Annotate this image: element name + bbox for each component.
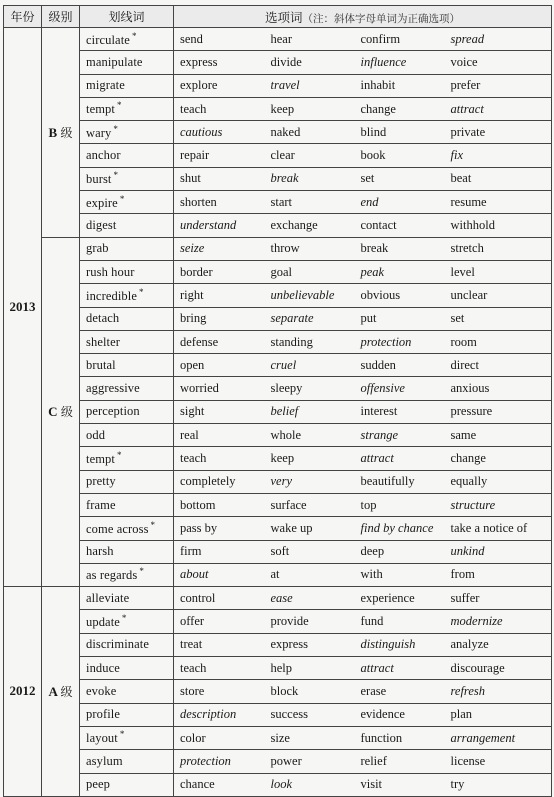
option: unclear xyxy=(445,284,552,307)
option: provide xyxy=(265,610,355,633)
table-row xyxy=(4,377,552,400)
option: worried xyxy=(174,377,265,400)
underlined-word: digest xyxy=(86,218,117,233)
underlined-word: burst xyxy=(86,172,112,187)
table-row xyxy=(4,680,552,703)
underlined-word: shelter xyxy=(86,334,121,349)
year-cell: 2012 xyxy=(4,587,42,797)
option: plan xyxy=(445,703,552,726)
option: try xyxy=(445,773,552,796)
option-correct: influence xyxy=(355,51,445,74)
option: beat xyxy=(445,167,552,190)
underlined-word: aggressive xyxy=(86,381,140,396)
table-row xyxy=(4,144,552,167)
underlined-word-cell xyxy=(80,191,174,214)
option: change xyxy=(445,447,552,470)
star-mark: * xyxy=(116,100,122,111)
option: change xyxy=(355,97,445,120)
header-level: 级别 xyxy=(42,6,80,28)
underlined-word: brutal xyxy=(86,357,116,372)
header-options xyxy=(174,6,552,28)
underlined-word-cell xyxy=(80,74,174,97)
option: store xyxy=(174,680,265,703)
option: open xyxy=(174,354,265,377)
option-correct: very xyxy=(265,470,355,493)
header-options-label: 选项词 xyxy=(265,9,303,25)
option: beautifully xyxy=(355,470,445,493)
option: from xyxy=(445,563,552,586)
option-correct: attract xyxy=(445,97,552,120)
option: teach xyxy=(174,447,265,470)
table-row xyxy=(4,400,552,423)
option-correct: modernize xyxy=(445,610,552,633)
option-correct: fix xyxy=(445,144,552,167)
option: contact xyxy=(355,214,445,237)
option: obvious xyxy=(355,284,445,307)
level-suffix: 级 xyxy=(60,405,73,420)
option-correct: strange xyxy=(355,424,445,447)
level-letter: B xyxy=(48,124,61,140)
option: put xyxy=(355,307,445,330)
option: pass by xyxy=(174,517,265,540)
option: naked xyxy=(265,121,355,144)
option: goal xyxy=(265,260,355,283)
option: success xyxy=(265,703,355,726)
option: teach xyxy=(174,657,265,680)
level-letter: C xyxy=(48,404,61,420)
option: confirm xyxy=(355,28,445,51)
table-row xyxy=(4,587,552,610)
table-row xyxy=(4,167,552,190)
underlined-word-cell xyxy=(80,28,174,51)
option: withhold xyxy=(445,214,552,237)
option: offer xyxy=(174,610,265,633)
level-letter: A xyxy=(48,683,61,699)
table-body xyxy=(4,28,552,797)
option: whole xyxy=(265,424,355,447)
option-correct: description xyxy=(174,703,265,726)
option: interest xyxy=(355,400,445,423)
underlined-word: incredible xyxy=(86,288,137,303)
option: visit xyxy=(355,773,445,796)
star-mark: * xyxy=(131,30,137,41)
option: take a notice of xyxy=(445,517,552,540)
underlined-word-cell xyxy=(80,424,174,447)
option-correct: break xyxy=(265,167,355,190)
option: analyze xyxy=(445,633,552,656)
option-correct: separate xyxy=(265,307,355,330)
vocabulary-table xyxy=(3,5,552,797)
option: standing xyxy=(265,330,355,353)
level-suffix: 级 xyxy=(60,684,73,699)
option: top xyxy=(355,493,445,516)
option: throw xyxy=(265,237,355,260)
table-row xyxy=(4,493,552,516)
underlined-word: tempt xyxy=(86,102,115,117)
underlined-word: anchor xyxy=(86,148,121,163)
table-row xyxy=(4,540,552,563)
option-correct: structure xyxy=(445,493,552,516)
option: surface xyxy=(265,493,355,516)
table-header-row xyxy=(4,6,552,28)
option: border xyxy=(174,260,265,283)
table-row xyxy=(4,74,552,97)
underlined-word-cell xyxy=(80,167,174,190)
table-row xyxy=(4,657,552,680)
option: bottom xyxy=(174,493,265,516)
underlined-word-cell xyxy=(80,447,174,470)
option: function xyxy=(355,726,445,749)
option: defense xyxy=(174,330,265,353)
option: soft xyxy=(265,540,355,563)
table-row xyxy=(4,284,552,307)
option: pressure xyxy=(445,400,552,423)
table-row xyxy=(4,28,552,51)
option: experience xyxy=(355,587,445,610)
table-row xyxy=(4,447,552,470)
star-mark: * xyxy=(119,193,125,204)
underlined-word: circulate xyxy=(86,32,130,47)
underlined-word-cell xyxy=(80,97,174,120)
underlined-word-cell xyxy=(80,726,174,749)
underlined-word-cell xyxy=(80,517,174,540)
table-row xyxy=(4,517,552,540)
option: express xyxy=(265,633,355,656)
underlined-word-cell xyxy=(80,587,174,610)
option-correct: cautious xyxy=(174,121,265,144)
option: size xyxy=(265,726,355,749)
option-correct: attract xyxy=(355,657,445,680)
option-correct: about xyxy=(174,563,265,586)
underlined-word: as regards xyxy=(86,568,138,583)
underlined-word: discriminate xyxy=(86,637,149,652)
option: voice xyxy=(445,51,552,74)
underlined-word: odd xyxy=(86,427,106,442)
table-row xyxy=(4,97,552,120)
underlined-word: profile xyxy=(86,707,121,722)
option: keep xyxy=(265,447,355,470)
option-correct: travel xyxy=(265,74,355,97)
option-correct: offensive xyxy=(355,377,445,400)
option: same xyxy=(445,424,552,447)
underlined-word: frame xyxy=(86,497,116,512)
option: suffer xyxy=(445,587,552,610)
option: evidence xyxy=(355,703,445,726)
option: fund xyxy=(355,610,445,633)
underlined-word-cell xyxy=(80,377,174,400)
option: help xyxy=(265,657,355,680)
option: erase xyxy=(355,680,445,703)
star-mark: * xyxy=(150,519,156,530)
option: at xyxy=(265,563,355,586)
underlined-word-cell xyxy=(80,470,174,493)
underlined-word-cell xyxy=(80,750,174,773)
option: book xyxy=(355,144,445,167)
option: level xyxy=(445,260,552,283)
table-row xyxy=(4,563,552,586)
level-cell xyxy=(42,587,80,797)
option: sight xyxy=(174,400,265,423)
underlined-word-cell xyxy=(80,400,174,423)
underlined-word: tempt xyxy=(86,452,115,467)
option: prefer xyxy=(445,74,552,97)
option: exchange xyxy=(265,214,355,237)
option-correct: ease xyxy=(265,587,355,610)
underlined-word-cell xyxy=(80,330,174,353)
underlined-word: expire xyxy=(86,195,118,210)
underlined-word: detach xyxy=(86,311,120,326)
table-row xyxy=(4,354,552,377)
option: bring xyxy=(174,307,265,330)
option: equally xyxy=(445,470,552,493)
option: room xyxy=(445,330,552,353)
star-mark: * xyxy=(139,566,144,577)
underlined-word: asylum xyxy=(86,753,123,768)
option: set xyxy=(445,307,552,330)
option-correct: seize xyxy=(174,237,265,260)
table-row xyxy=(4,121,552,144)
option: direct xyxy=(445,354,552,377)
option: explore xyxy=(174,74,265,97)
option: divide xyxy=(265,51,355,74)
underlined-word: evoke xyxy=(86,683,117,698)
table-row xyxy=(4,214,552,237)
option-correct: unbelievable xyxy=(265,284,355,307)
option: inhabit xyxy=(355,74,445,97)
underlined-word: perception xyxy=(86,404,140,419)
star-mark: * xyxy=(113,170,119,181)
star-mark: * xyxy=(121,612,127,623)
table-row xyxy=(4,726,552,749)
option-correct: peak xyxy=(355,260,445,283)
table-row xyxy=(4,703,552,726)
option-correct: cruel xyxy=(265,354,355,377)
option: send xyxy=(174,28,265,51)
option: license xyxy=(445,750,552,773)
underlined-word-cell xyxy=(80,633,174,656)
header-year: 年份 xyxy=(4,6,42,28)
option: break xyxy=(355,237,445,260)
table-row xyxy=(4,237,552,260)
option-correct: protection xyxy=(355,330,445,353)
header-options-note: （注：斜体字母单词为正确选项） xyxy=(302,12,461,25)
option: express xyxy=(174,51,265,74)
option: clear xyxy=(265,144,355,167)
option: sudden xyxy=(355,354,445,377)
underlined-word-cell xyxy=(80,703,174,726)
underlined-word-cell xyxy=(80,51,174,74)
underlined-word-cell xyxy=(80,237,174,260)
table-row xyxy=(4,610,552,633)
underlined-word-cell xyxy=(80,773,174,796)
option: anxious xyxy=(445,377,552,400)
option: sleepy xyxy=(265,377,355,400)
option: wake up xyxy=(265,517,355,540)
option: shorten xyxy=(174,191,265,214)
table-row xyxy=(4,330,552,353)
option: discourage xyxy=(445,657,552,680)
option-correct: look xyxy=(265,773,355,796)
option: deep xyxy=(355,540,445,563)
level-cell xyxy=(42,237,80,586)
underlined-word: layout xyxy=(86,731,118,746)
underlined-word-cell xyxy=(80,657,174,680)
table-row xyxy=(4,773,552,796)
option-correct: find by chance xyxy=(355,517,445,540)
underlined-word-cell xyxy=(80,610,174,633)
underlined-word-cell xyxy=(80,284,174,307)
underlined-word: pretty xyxy=(86,474,116,489)
option: teach xyxy=(174,97,265,120)
option: private xyxy=(445,121,552,144)
underlined-word: migrate xyxy=(86,78,125,93)
underlined-word: harsh xyxy=(86,544,114,559)
underlined-word-cell xyxy=(80,121,174,144)
option: relief xyxy=(355,750,445,773)
underlined-word-cell xyxy=(80,493,174,516)
star-mark: * xyxy=(116,449,122,460)
table-row xyxy=(4,750,552,773)
underlined-word: update xyxy=(86,615,120,630)
underlined-word-cell xyxy=(80,214,174,237)
option: real xyxy=(174,424,265,447)
option: shut xyxy=(174,167,265,190)
option-correct: end xyxy=(355,191,445,214)
level-cell xyxy=(42,28,80,238)
option: completely xyxy=(174,470,265,493)
underlined-word-cell xyxy=(80,354,174,377)
option: with xyxy=(355,563,445,586)
option: firm xyxy=(174,540,265,563)
option-correct: protection xyxy=(174,750,265,773)
underlined-word: manipulate xyxy=(86,54,143,69)
level-suffix: 级 xyxy=(60,125,73,140)
star-mark: * xyxy=(119,729,125,740)
option: block xyxy=(265,680,355,703)
table-row xyxy=(4,260,552,283)
option-correct: arrangement xyxy=(445,726,552,749)
underlined-word: grab xyxy=(86,241,109,256)
table-row xyxy=(4,191,552,214)
underlined-word: alleviate xyxy=(86,590,130,605)
table-row xyxy=(4,51,552,74)
option: chance xyxy=(174,773,265,796)
underlined-word-cell xyxy=(80,307,174,330)
option-correct: refresh xyxy=(445,680,552,703)
table-row xyxy=(4,470,552,493)
option: control xyxy=(174,587,265,610)
star-mark: * xyxy=(113,123,118,134)
star-mark: * xyxy=(138,286,144,297)
underlined-word-cell xyxy=(80,680,174,703)
table-row xyxy=(4,307,552,330)
underlined-word: rush hour xyxy=(86,264,135,279)
underlined-word: induce xyxy=(86,660,120,675)
option-correct: understand xyxy=(174,214,265,237)
option: resume xyxy=(445,191,552,214)
underlined-word: peep xyxy=(86,777,110,792)
underlined-word-cell xyxy=(80,563,174,586)
header-word: 划线词 xyxy=(80,6,174,28)
option-correct: unkind xyxy=(445,540,552,563)
option: color xyxy=(174,726,265,749)
option: start xyxy=(265,191,355,214)
underlined-word: come across xyxy=(86,521,149,536)
option-correct: distinguish xyxy=(355,633,445,656)
underlined-word-cell xyxy=(80,260,174,283)
option: power xyxy=(265,750,355,773)
table-row xyxy=(4,424,552,447)
underlined-word: wary xyxy=(86,125,112,140)
option: set xyxy=(355,167,445,190)
option: blind xyxy=(355,121,445,144)
year-cell: 2013 xyxy=(4,28,42,587)
option: right xyxy=(174,284,265,307)
underlined-word-cell xyxy=(80,144,174,167)
option: hear xyxy=(265,28,355,51)
option-correct: attract xyxy=(355,447,445,470)
underlined-word-cell xyxy=(80,540,174,563)
option-correct: belief xyxy=(265,400,355,423)
option: repair xyxy=(174,144,265,167)
option: treat xyxy=(174,633,265,656)
table-row xyxy=(4,633,552,656)
option: keep xyxy=(265,97,355,120)
option: stretch xyxy=(445,237,552,260)
option-correct: spread xyxy=(445,28,552,51)
